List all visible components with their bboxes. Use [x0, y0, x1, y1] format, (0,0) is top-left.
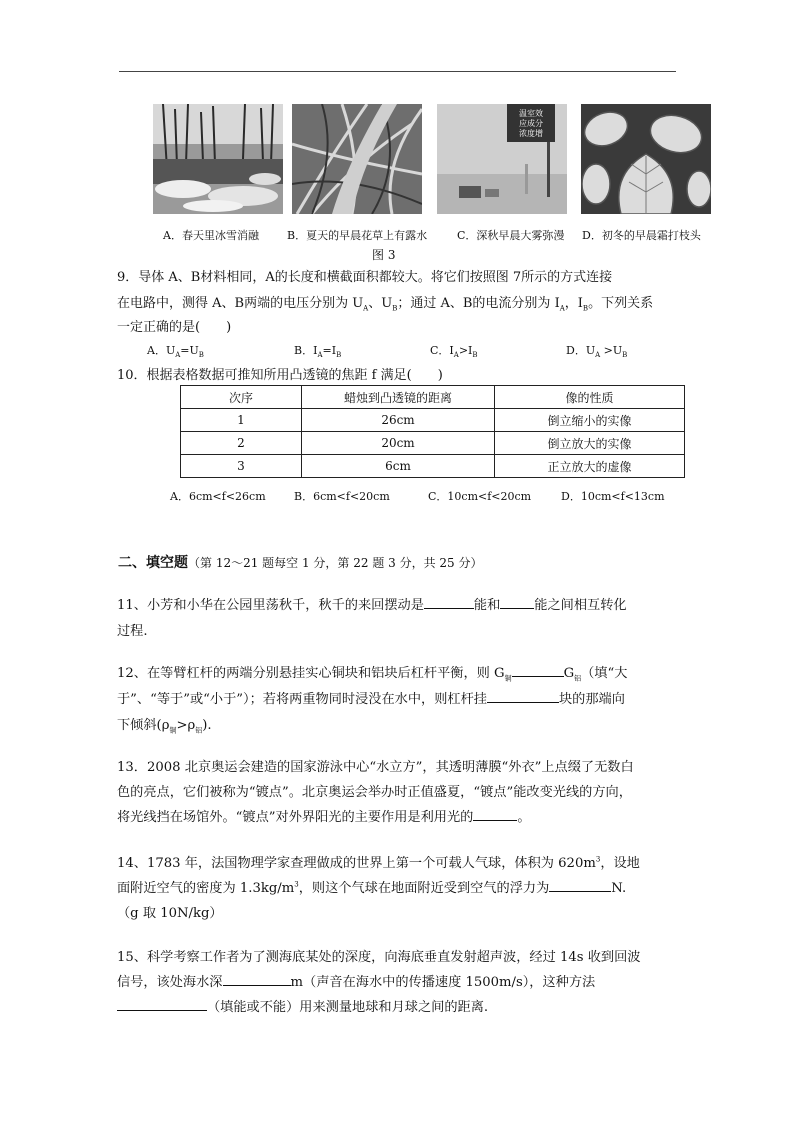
- table-cell: 正立放大的虚像: [495, 455, 685, 478]
- photo-dense-fog: [437, 104, 567, 214]
- q13-line-1: 13．2008 北京奥运会建造的国家游泳中心“水立方”，其透明薄膜“外衣”上点缀了无数白: [117, 760, 634, 775]
- q10-option-b[interactable]: B．6cm<f<20cm: [294, 490, 390, 503]
- q15-blank-2[interactable]: [117, 996, 207, 1011]
- header-rule: [119, 71, 676, 72]
- q14-line-3: （g 取 10N/kg）: [117, 906, 223, 921]
- fog-sign-line-2: 应成分: [519, 119, 543, 128]
- q14-line-2: 面附近空气的密度为 $1.3kg/m^3$，则这个气球在地面附近受到空气的浮力为 N.: [117, 877, 626, 896]
- table-row: [181, 432, 685, 455]
- q9-option-d[interactable]: D．$U_A >U_B$: [566, 344, 628, 360]
- q13-line-2: 色的亮点，它们被称为“镀点”。北京奥运会举办时正值盛夏，“镀点”能改变光线的方向，: [117, 785, 632, 800]
- q10-option-c[interactable]: C．10cm<f<20cm: [428, 490, 532, 503]
- table-row: [181, 409, 685, 432]
- q9-line-2: 在电路中，测得 A、B两端的电压分别为 $U_A$、$U_B$；通过 A、B的电流分别为 $I_A$，$I_B$。下列关系: [117, 296, 654, 313]
- caption-a: A．春天里冰雪消融: [163, 229, 259, 242]
- photo-melting-ice: [153, 104, 283, 214]
- q9-line-1: 9．导体 A、B材料相同，A的长度和横截面积都较大。将它们按照图 7所示的方式连接: [117, 270, 613, 285]
- q11-line-1: 11、小芳和小华在公园里荡秋千，秋千的来回摆动是 能和 能之间相互转化: [117, 594, 627, 613]
- section-heading: [118, 552, 483, 572]
- q13-line-3: 将光线挡在场馆外。“镀点”对外界阳光的主要作用是利用光的 。: [117, 806, 531, 825]
- caption-d: D．初冬的早晨霜打枝头: [582, 229, 701, 242]
- table-cell: 26cm: [302, 409, 495, 432]
- table-cell: 倒立缩小的实像: [495, 409, 685, 432]
- section-title: 二、填空题: [118, 555, 188, 571]
- q10-option-d[interactable]: D．10cm<f<13cm: [561, 490, 665, 503]
- q14-line-1: 14、1783 年，法国物理学家查理做成的世界上第一个可载人气球，体积为 $620m^3$，设地: [117, 855, 640, 871]
- q12-line-3: 下倾斜$(\rho_铜>\rho_铝)$.: [117, 718, 212, 735]
- table-cell: 20cm: [302, 432, 495, 455]
- q9-option-b[interactable]: B．$I_A=I_B$: [294, 344, 342, 360]
- table-header: 次序: [181, 386, 302, 409]
- q9-line-3: 一定正确的是( ): [117, 320, 232, 335]
- table-header: 蜡烛到凸透镜的距离: [302, 386, 495, 409]
- q10-table: [180, 385, 685, 478]
- q12-blank-2[interactable]: [487, 688, 559, 703]
- q10-option-a[interactable]: A．6cm<f<26cm: [170, 490, 266, 503]
- table-header-row: [181, 386, 685, 409]
- table-cell: 1: [181, 409, 302, 432]
- table-cell: 3: [181, 455, 302, 478]
- q9-option-a[interactable]: A．$U_A=U_B$: [147, 344, 204, 360]
- table-cell: 2: [181, 432, 302, 455]
- caption-c: C．深秋早晨大雾弥漫: [457, 229, 565, 242]
- table-header: 像的性质: [495, 386, 685, 409]
- q15-line-3: （填能或不能）用来测量地球和月球之间的距离.: [117, 996, 488, 1015]
- q15-line-1: 15、科学考察工作者为了测海底某处的深度，向海底垂直发射超声波，经过 14s 收到回波: [117, 950, 641, 965]
- photo-frost-on-leaves: [581, 104, 711, 214]
- q15-blank-1[interactable]: [223, 971, 291, 986]
- q14-blank[interactable]: [549, 877, 611, 892]
- q11-blank-1[interactable]: [424, 594, 474, 609]
- q15-line-2: 信号，该处海水深 m（声音在海水中的传播速度 1500m/s），这种方法: [117, 971, 595, 990]
- q12-line-1: 12、在等臂杠杆的两端分别悬挂实心铜块和铝块后杠杆平衡，则 $G_铜$ $G_铝$（填“大: [117, 662, 627, 684]
- table-cell: 6cm: [302, 455, 495, 478]
- fog-sign-line-1: 温室效: [519, 109, 543, 118]
- q12-blank-1[interactable]: [512, 662, 564, 677]
- photo-dew-on-grass: [292, 104, 422, 214]
- q11-blank-2[interactable]: [500, 594, 534, 609]
- q12-line-2: 于”、“等于”或“小于”）；若将两重物同时浸没在水中，则杠杆挂 块的那端向: [117, 688, 625, 707]
- q11-line-2: 过程.: [117, 624, 148, 639]
- q10-stem: 10．根据表格数据可推知所用凸透镜的焦距 f 满足( ): [117, 368, 443, 383]
- q9-option-c[interactable]: C．$I_A>I_B$: [430, 344, 478, 360]
- section-note: （第 12～21 题每空 1 分，第 22 题 3 分，共 25 分）: [188, 556, 483, 570]
- figure-label: 图 3: [372, 248, 396, 262]
- table-cell: 倒立放大的实像: [495, 432, 685, 455]
- table-row: [181, 455, 685, 478]
- fog-sign-line-3: 浓度增: [519, 129, 543, 138]
- caption-b: B．夏天的早晨花草上有露水: [287, 229, 428, 242]
- q13-blank[interactable]: [473, 806, 517, 821]
